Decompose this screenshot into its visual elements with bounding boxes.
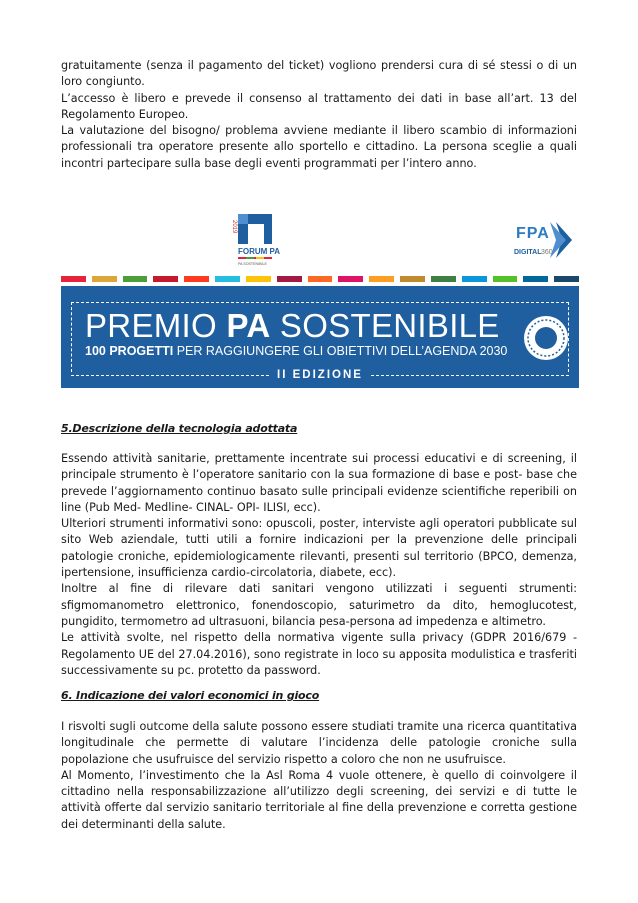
banner-edition: II EDIZIONE bbox=[277, 369, 363, 381]
banner-subtitle bbox=[85, 344, 507, 358]
fpa-sub: DIGITAL bbox=[514, 249, 542, 256]
fpa-digital360-logo bbox=[508, 218, 580, 266]
sdg-stripe bbox=[431, 276, 456, 282]
sdg-stripe bbox=[92, 276, 117, 282]
sdg-stripe bbox=[61, 276, 86, 282]
section-5-paragraph-3: Inoltre al fine di rilevare dati sanitari vengono utilizzati i seguenti strumenti: sfigmomanometro elettronico, fonendoscopio, saturimetro da dito, hemoglucotest, pungidito, termometro ad ultrasuoni, bilancia pesa-persona ad impedenza e altimetro. bbox=[61, 582, 577, 628]
sdg-stripe bbox=[215, 276, 240, 282]
intro-block bbox=[61, 58, 577, 172]
banner-edition-line bbox=[71, 368, 569, 382]
intro-paragraph-1: gratuitamente (senza il pagamento del ticket) vogliono prendersi cura di sé stessi o di un loro congiunto. bbox=[61, 59, 577, 89]
banner-title-a: PREMIO bbox=[85, 307, 227, 344]
banner-title-b: PA bbox=[226, 307, 271, 344]
section-6-heading: 6. Indicazione dei valori economici in gioco bbox=[61, 689, 320, 702]
sdg-stripe bbox=[277, 276, 302, 282]
fpa-num: 360 bbox=[541, 249, 553, 256]
award-badge-icon bbox=[522, 314, 570, 362]
banner-title bbox=[85, 307, 500, 345]
sdg-stripe bbox=[523, 276, 548, 282]
sdg-color-stripes bbox=[61, 276, 579, 282]
sdg-stripe bbox=[554, 276, 579, 282]
banner-subtitle-b: PER RAGGIUNGERE GLI OBIETTIVI DELL’AGENDA 2030 bbox=[173, 344, 508, 358]
banner-title-c: SOSTENIBILE bbox=[270, 307, 500, 344]
sdg-stripe bbox=[123, 276, 148, 282]
section-6-paragraph-1: I risvolti sugli outcome della salute possono essere studiati tramite una ricerca quantitativa longitudinale che permette di valutare l’incidenza delle patologie croniche sulla popolazione che usufruisce del servizio rispetto a coloro che non ne usufruisce. bbox=[61, 720, 577, 766]
section-6-paragraph-2: Al Momento, l’investimento che la Asl Roma 4 vuole ottenere, è quello di coinvolgere il cittadino nella responsabilizzazione all’utilizzo degli screening, dei servizi e di tutte le attività offerte dal servizio sanitario territoriale al fine della prevenzione e corretta gestione dei determinanti della salute. bbox=[61, 768, 577, 831]
section-5-paragraph-2: Ulteriori strumenti informativi sono: opuscoli, poster, interviste agli operatori pubblicate sul sito Web aziendale, tutti utili a fornire indicazioni per la prevenzione delle principali patologie croniche, epidemiologicamente rilevanti, presenti sul territorio (BPCO, demenza, ipertensione, insufficienza cardio-circolatoria, diabete, ecc). bbox=[61, 517, 577, 580]
section-5-body bbox=[61, 451, 577, 679]
sdg-stripe bbox=[493, 276, 518, 282]
sdg-stripe bbox=[462, 276, 487, 282]
sdg-stripe bbox=[308, 276, 333, 282]
sdg-stripe bbox=[338, 276, 363, 282]
sdg-stripe bbox=[153, 276, 178, 282]
forum-name: FORUM PA bbox=[238, 247, 281, 256]
sdg-stripe bbox=[400, 276, 425, 282]
premio-pa-banner bbox=[61, 286, 579, 388]
section-5-paragraph-4: Le attività svolte, nel rispetto della normativa vigente sulla privacy (GDPR 2016/679 - Regolamento UE del 27.04.2016), sono registrate in loco su apposita modulistica e trasferiti successivamente su pc. protetto da password. bbox=[61, 631, 577, 677]
section-5-heading: 5.Descrizione della tecnologia adottata bbox=[61, 422, 298, 435]
sdg-stripe bbox=[369, 276, 394, 282]
section-6-body bbox=[61, 719, 577, 833]
forum-year: 2019 bbox=[231, 220, 237, 234]
intro-paragraph-2: L’accesso è libero e prevede il consenso al trattamento dei dati in base all’art. 13 del Regolamento Europeo. bbox=[61, 91, 577, 121]
intro-paragraph-3: La valutazione del bisogno/ problema avviene mediante il libero scambio di informazioni professionali tra operatore presente allo sportello e cittadino. La persona sceglie a quali incontri partecipare sulla base degli eventi programmati per l’intero anno. bbox=[61, 124, 577, 170]
fpa-name: FPA bbox=[516, 225, 550, 242]
sdg-stripe bbox=[184, 276, 209, 282]
sdg-stripe bbox=[246, 276, 271, 282]
forum-tag: PA SOSTENIBILE bbox=[238, 262, 267, 266]
section-5-paragraph-1: Essendo attività sanitarie, prettamente incentrate sui processi educativi e di screening, il principale strumento è l’operatore sanitario con la sua formazione di base e post- base che prevede l’aggiornamento continuo basato sulle principali evidenze scientifiche reperibili on line (Pub Med- Medline- CINAL- OPI- ILISI, ecc). bbox=[61, 452, 577, 514]
forum-pa-logo bbox=[224, 212, 286, 270]
banner-subtitle-a: 100 PROGETTI bbox=[85, 344, 174, 358]
